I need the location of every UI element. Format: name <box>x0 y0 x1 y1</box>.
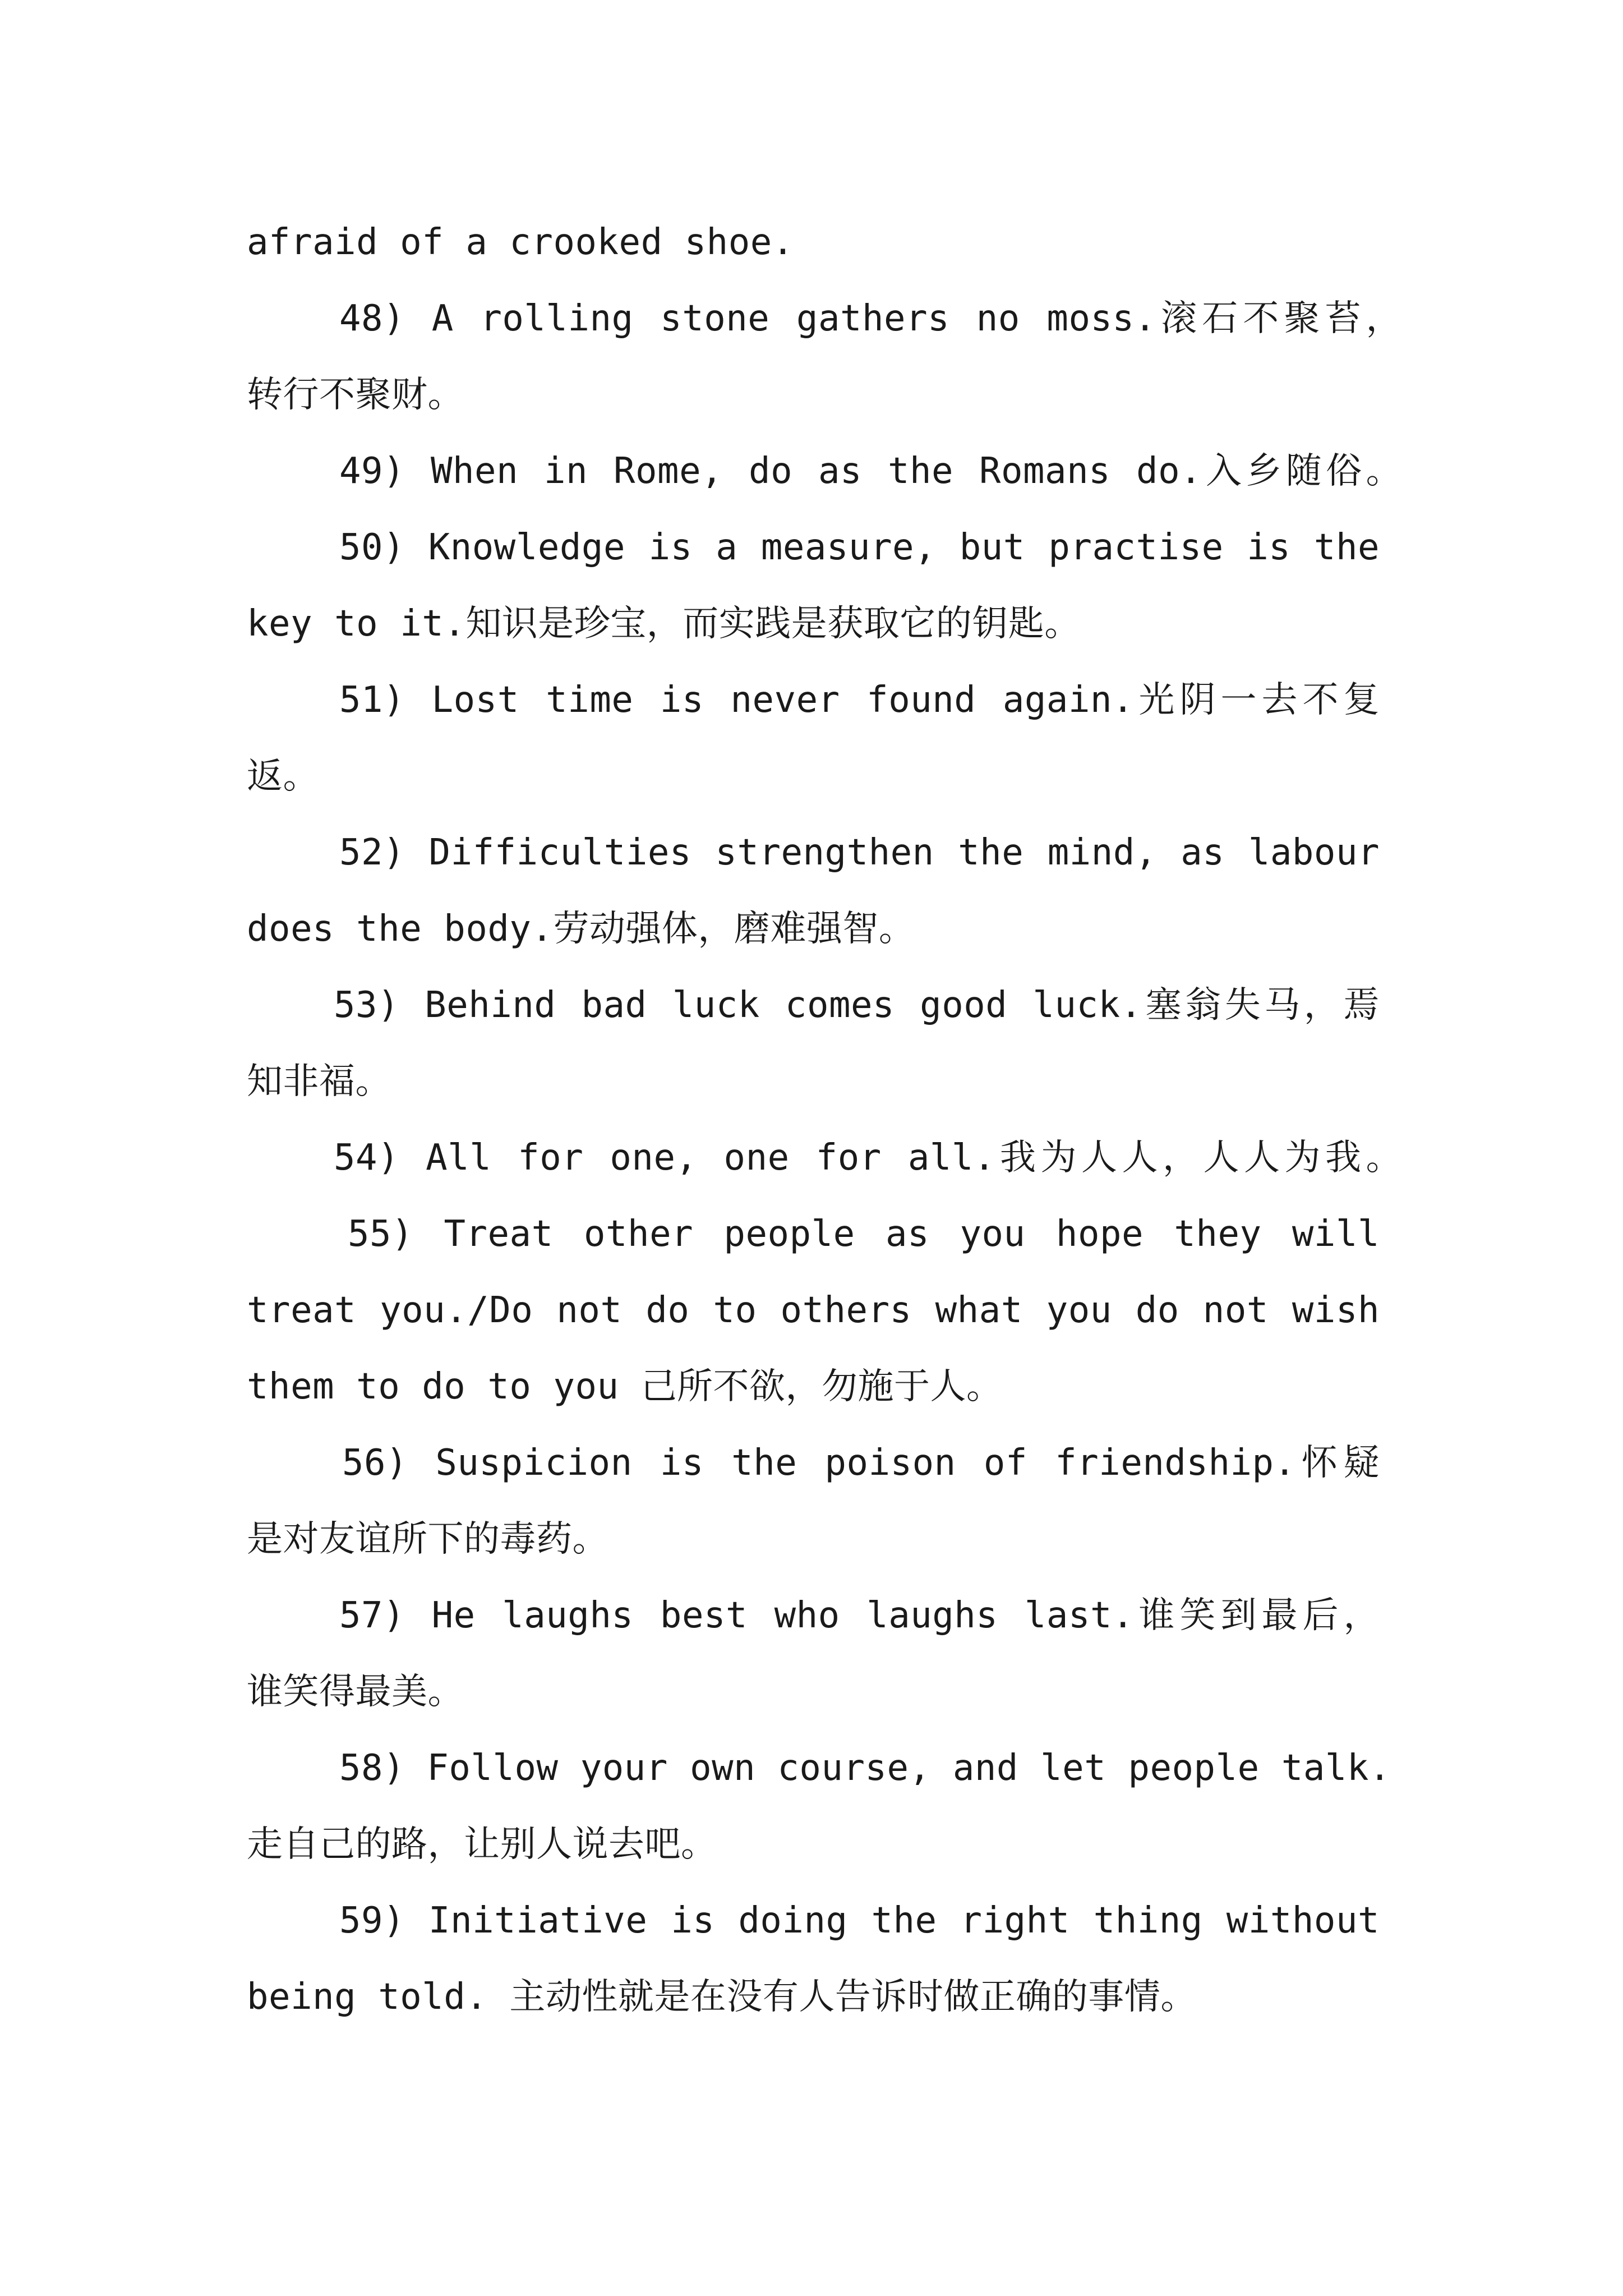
proverb-51-line-2: 返。 <box>247 756 319 797</box>
proverb-55-line-1: 55) Treat other people as you hope they will <box>348 1213 1380 1255</box>
proverb-48-line-2: 转行不聚财。 <box>247 374 464 416</box>
proverb-55-line-2: treat you./Do not do to others what you do not wish <box>247 1290 1380 1331</box>
proverb-50-line-1: 50) Knowledge is a measure, but practise is the <box>339 527 1380 568</box>
proverb-55-line-3: them to do to you 己所不欲，勿施于人。 <box>247 1366 1003 1407</box>
proverb-52-line-1: 52) Difficulties strengthen the mind, as labour <box>339 832 1380 873</box>
proverb-53-line-1: 53) Behind bad luck comes good luck.塞翁失马，焉 <box>334 984 1380 1026</box>
proverb-58-line-2: 走自己的路，让别人说去吧。 <box>247 1824 717 1865</box>
proverb-56-line-2: 是对友谊所下的毒药。 <box>247 1519 608 1560</box>
proverb-53-line-2: 知非福。 <box>247 1061 391 1102</box>
proverb-56-line-1: 56) Suspicion is the poison of friendship.怀疑 <box>342 1442 1380 1484</box>
proverb-48-line-1: 48) A rolling stone gathers no moss.滚石不聚苔， <box>339 298 1402 339</box>
proverb-52-line-2: does the body.劳动强体，磨难强智。 <box>247 908 915 950</box>
text-line: afraid of a crooked shoe. <box>247 222 794 263</box>
proverb-59-line-1: 59) Initiative is doing the right thing without <box>339 1900 1380 1941</box>
proverb-58-line-1: 58) Follow your own course, and let people talk. <box>339 1747 1391 1789</box>
proverb-49-line-1: 49) When in Rome, do as the Romans do.入乡随俗。 <box>339 450 1402 492</box>
proverb-54-line-1: 54) All for one, one for all.我为人人，人人为我。 <box>334 1137 1402 1179</box>
proverb-50-line-2: key to it.知识是珍宝，而实践是获取它的钥匙。 <box>247 603 1081 645</box>
proverb-57-line-2: 谁笑得最美。 <box>247 1671 464 1713</box>
proverb-57-line-1: 57) He laughs best who laughs last.谁笑到最后， <box>339 1595 1380 1636</box>
proverb-59-line-2: being told. 主动性就是在没有人告诉时做正确的事情。 <box>247 1976 1197 2018</box>
proverb-51-line-1: 51) Lost time is never found again.光阴一去不复 <box>339 679 1380 721</box>
